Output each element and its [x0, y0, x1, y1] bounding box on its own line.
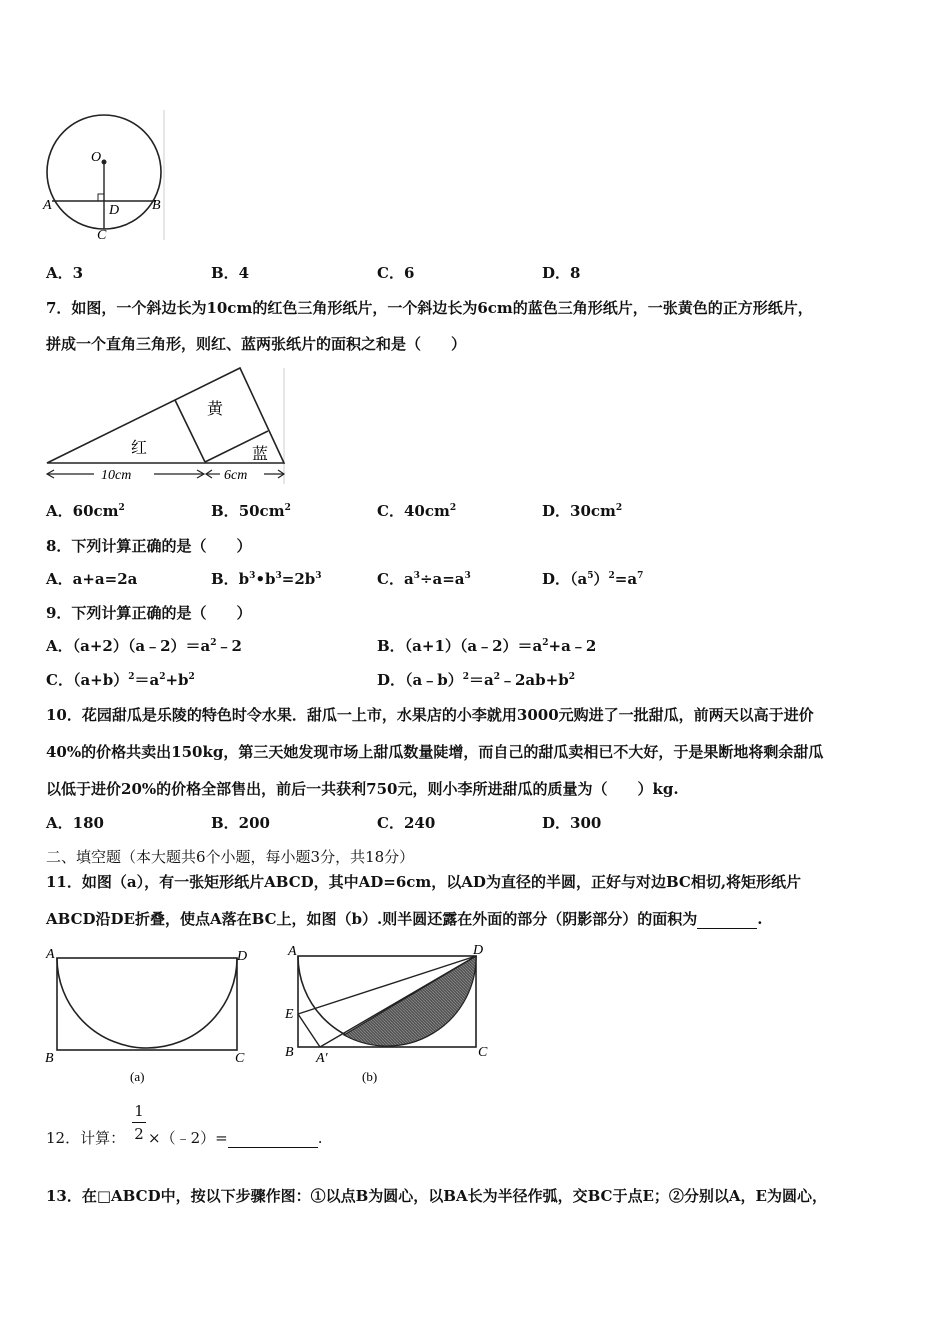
section-heading: 二、填空题（本大题共6个小题，每小题3分，共18分）: [46, 848, 415, 866]
q12-prefix: 12．计算：: [46, 1129, 126, 1147]
rectangle-figure-a: [42, 940, 257, 1090]
q10-stem-line2: 40%的价格共卖出150kg，第三天她发现市场上甜瓜数量陡增，而自己的甜瓜卖相已不大好，于是果断地将剩余甜瓜: [46, 743, 824, 761]
label-c: C: [97, 228, 107, 243]
q7-option-c: C．$40cm^2$: [377, 502, 457, 520]
q8-stem: 8．下列计算正确的是（ ）: [46, 537, 252, 555]
q9-stem: 9．下列计算正确的是（ ）: [46, 604, 252, 622]
fig-a-caption: (a): [130, 1069, 145, 1084]
label-b: B: [152, 198, 161, 213]
label-a: A: [43, 198, 52, 213]
q6-option-d: D．8: [542, 264, 581, 282]
q11-stem-line2: ABCD沿DE折叠，使点A落在BC上，如图（b）.则半圆还露在外面的部分（阴影部分）的面积为 .: [46, 910, 763, 928]
q10-stem-line1: 10．花园甜瓜是乐陵的特色时令水果．甜瓜一上市，水果店的小李就用3000元购进了一批甜瓜，前两天以高于进价: [46, 706, 814, 724]
q6-option-b: B．4: [211, 264, 250, 282]
q9-option-d: D．$(a﹣b)^2=a^2﹣2ab+b^2$: [377, 671, 575, 689]
fig-b-label-a-prime: A′: [316, 1051, 328, 1066]
q9-option-a: A．$(a+2)(a﹣2)=a^2﹣2$: [46, 637, 242, 655]
fig-b-label-a: A: [288, 944, 297, 959]
label-6cm: 6cm: [224, 468, 248, 483]
triangle-figure: [44, 366, 290, 486]
fraction-bar: [132, 1122, 146, 1123]
q7-stem-line1: 7．如图，一个斜边长为10cm的红色三角形纸片，一个斜边长为6cm的蓝色三角形纸片，一张黄色的正方形纸片，: [46, 299, 813, 317]
q8-option-b: B．$b^3•b^3=2b^3$: [211, 570, 322, 588]
q9-option-c: C．$(a+b)^2=a^2+b^2$: [46, 671, 195, 689]
label-d: D: [109, 203, 120, 218]
q6-option-a: A．3: [46, 264, 84, 282]
rectangle-figure-b: [282, 940, 497, 1090]
q8-option-d: D．$(a^5)^2=a^7$: [542, 570, 644, 588]
q8-option-c: C．$a^3\div a=a^3$: [377, 570, 471, 588]
fig-b-label-e: E: [285, 1007, 294, 1022]
q12-fraction-denominator: 2: [134, 1125, 144, 1143]
q7-stem-line2: 拼成一个直角三角形，则红、蓝两张纸片的面积之和是（ ）: [46, 335, 467, 353]
fig-a-label-d: D: [237, 949, 248, 964]
label-o: O: [91, 150, 102, 165]
q6-option-c: C．6: [377, 264, 415, 282]
q10-option-a: A．180: [46, 814, 104, 832]
q12-expression: ×（﹣2）= .: [148, 1129, 323, 1147]
fig-b-label-c: C: [478, 1045, 488, 1060]
q13-stem-line1: 13．在□ABCD中，按以下步骤作图：①以点B为圆心，以BA长为半径作弧，交BC于点E；②分别以A，E为圆心，: [46, 1187, 827, 1205]
q9-option-b: B．$(a+1)(a﹣2)=a^2+a﹣2$: [377, 637, 597, 655]
fig-b-caption: (b): [362, 1069, 378, 1084]
fig-b-label-b: B: [285, 1045, 294, 1060]
label-blue: 蓝: [252, 446, 269, 463]
label-red: 红: [131, 440, 148, 457]
q12-fraction-numerator: 1: [134, 1102, 144, 1120]
fig-a-label-a: A: [46, 947, 55, 962]
q7-option-a: A．$60cm^2$: [46, 502, 125, 520]
fig-a-label-c: C: [235, 1051, 245, 1066]
label-yellow: 黄: [207, 401, 224, 418]
q7-option-b: B．$50cm^2$: [211, 502, 291, 520]
fig-a-label-b: B: [45, 1051, 54, 1066]
label-10cm: 10cm: [101, 468, 132, 483]
q11-stem-line1: 11．如图（a），有一张矩形纸片ABCD，其中AD=6cm，以AD为直径的半圆，正好与对边BC相切,将矩形纸片: [46, 873, 802, 891]
q10-option-b: B．200: [211, 814, 270, 832]
q7-option-d: D．$30cm^2$: [542, 502, 623, 520]
fig-b-label-d: D: [473, 943, 484, 958]
q10-stem-line3: 以低于进价20%的价格全部售出，前后一共获利750元，则小李所进甜瓜的质量为（ ）kg.: [46, 780, 679, 798]
q10-option-d: D．300: [542, 814, 602, 832]
circle-figure: [40, 105, 170, 245]
q8-option-a: A．a+a=2a: [46, 570, 138, 588]
q10-option-c: C．240: [377, 814, 436, 832]
